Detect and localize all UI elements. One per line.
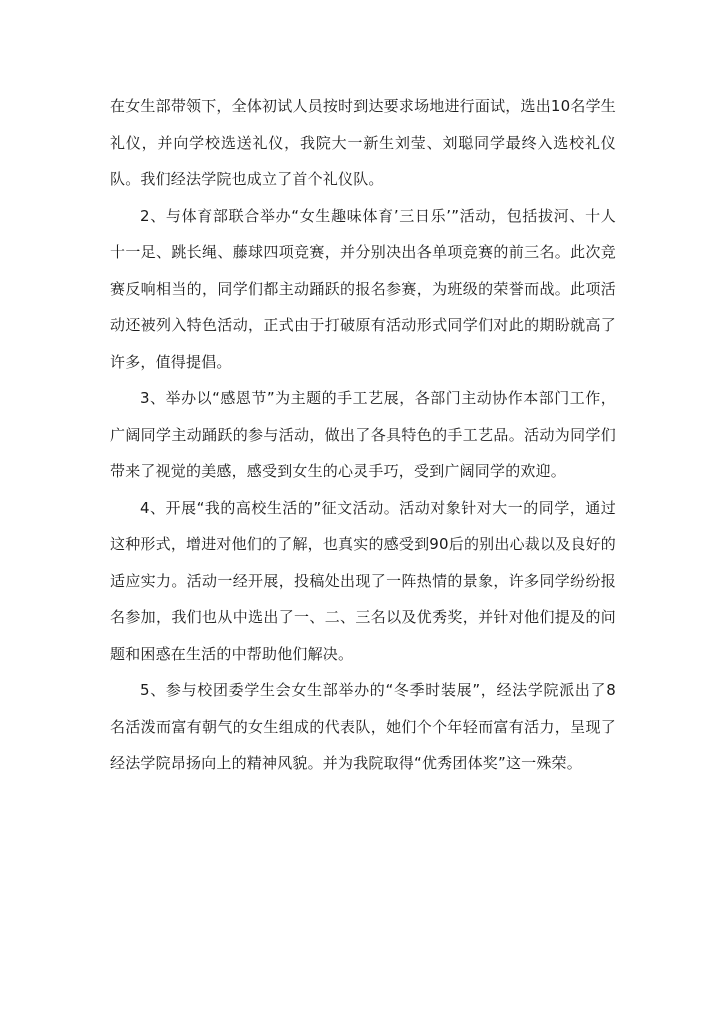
paragraph-2: 2、与体育部联合举办“女生趣味体育’三日乐’”活动，包括拔河、十人十一足、跳长绳、藤球四项竞赛，并分别决出各单项竞赛的前三名。此次竞赛反响相当的，同学们都主动踊跃的报名参赛，为班级的荣誉而战。此项活动还被列入特色活动，正式由于打破原有活动形式同学们对此的期盼就高了许多，值得提倡。	[110, 206, 616, 371]
paragraph-5: 5、参与校团委学生会女生部举办的“冬季时装展”，经法学院派出了8名活泼而富有朝气的女生组成的代表队，她们个个年轻而富有活力，呈现了经法学院昂扬向上的精神风貌。并为我院取得“优秀团体奖”这一殊荣。	[110, 681, 616, 772]
document-body	[110, 88, 616, 782]
paragraph-3: 3、举办以“感恩节”为主题的手工艺展，各部门主动协作本部门工作，广阔同学主动踊跃的参与活动，做出了各具特色的手工艺品。活动为同学们带来了视觉的美感，感受到女生的心灵手巧，受到广阔同学的欢迎。	[110, 389, 616, 480]
paragraph-1: 在女生部带领下，全体初试人员按时到达要求场地进行面试，选出10名学生礼仪，并向学校选送礼仪，我院大一新生刘莹、刘聪同学最终入选校礼仪队。我们经法学院也成立了首个礼仪队。	[110, 97, 616, 188]
paragraph-4: 4、开展“我的高校生活的”征文活动。活动对象针对大一的同学，通过这种形式，增进对他们的了解，也真实的感受到90后的别出心裁以及良好的适应实力。活动一经开展，投稿处出现了一阵热情的景象，许多同学纷纷报名参加，我们也从中选出了一、二、三名以及优秀奖，并针对他们提及的问题和困惑在生活的中帮助他们解决。	[110, 498, 616, 663]
